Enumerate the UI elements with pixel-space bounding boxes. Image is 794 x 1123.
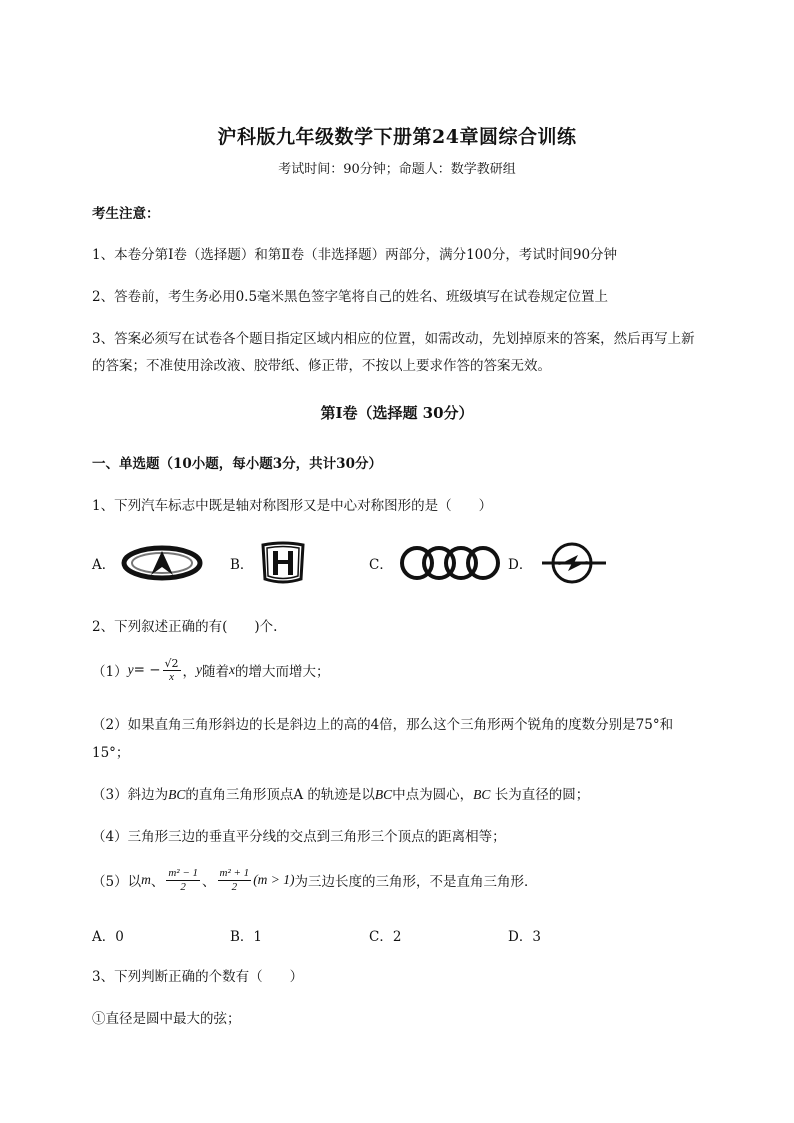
q1-option-b[interactable] bbox=[230, 540, 307, 586]
q3-item-1: ①直径是圆中最大的弦； bbox=[92, 1011, 241, 1027]
fraction bbox=[163, 657, 181, 684]
notice-item-2: 2、答卷前，考生务必用0.5毫米黑色签字笔将自己的姓名、班级填写在试卷规定位置上 bbox=[92, 289, 609, 305]
q1-option-d[interactable] bbox=[508, 540, 610, 586]
audi-logo-icon bbox=[399, 543, 503, 583]
text: 长为直径的圆； bbox=[490, 787, 590, 803]
text: 为三边长度的三角形，不是直角三角形． bbox=[294, 874, 538, 890]
page-subtitle: 考试时间：90分钟；命题人：数学教研组 bbox=[278, 162, 516, 177]
notice-heading: 考生注意： bbox=[92, 206, 160, 222]
segment-bc: BC bbox=[168, 787, 186, 802]
q2-option-c[interactable]: C．2 bbox=[369, 929, 402, 945]
statement-number: （1） bbox=[92, 664, 128, 680]
q2-option-b[interactable]: B．1 bbox=[230, 929, 263, 945]
fraction bbox=[218, 867, 252, 894]
numerator: m² − 1 bbox=[168, 866, 199, 879]
q2-stem: 2、下列叙述正确的有( )个. bbox=[92, 619, 278, 635]
denominator: x bbox=[169, 670, 174, 683]
option-label: D． bbox=[508, 557, 533, 573]
var-y: y bbox=[127, 662, 134, 677]
q3-stem: 3、下列判断正确的个数有（ ） bbox=[92, 969, 304, 985]
numerator: m² + 1 bbox=[219, 866, 250, 879]
q2-statement-1 bbox=[92, 652, 330, 688]
denominator: 2 bbox=[180, 880, 186, 893]
q2-option-a[interactable]: A．0 bbox=[92, 929, 124, 945]
section-title: 一、单选题（10小题，每小题3分，共计30分） bbox=[92, 456, 382, 472]
q1-option-a[interactable] bbox=[92, 540, 203, 586]
q2-statement-3 bbox=[92, 783, 589, 803]
var-y: y bbox=[196, 662, 203, 677]
denominator: 2 bbox=[231, 880, 238, 893]
q1-option-c[interactable] bbox=[369, 540, 503, 586]
q2-option-d[interactable]: D．3 bbox=[508, 929, 541, 945]
option-label: A． bbox=[92, 557, 116, 573]
text: （3）斜边为 bbox=[92, 787, 169, 803]
infiniti-logo-icon bbox=[121, 543, 203, 583]
option-label: C． bbox=[369, 557, 393, 573]
var-x: x bbox=[229, 662, 236, 677]
option-label: B． bbox=[230, 557, 254, 573]
text: （5）以 bbox=[92, 874, 142, 890]
separator: 、 bbox=[150, 874, 165, 890]
numerator: √2 bbox=[164, 656, 179, 670]
q2-statement-2: （2）如果直角三角形斜边的长是斜边上的高的4倍，那么这个三角形两个锐角的度数分别是75°和 bbox=[92, 717, 674, 733]
separator: 、 bbox=[202, 874, 216, 890]
q1-options bbox=[92, 540, 712, 586]
notice-item-3-cont: 的答案；不准使用涂改液、胶带纸、修正带，不按以上要求作答的答案无效。 bbox=[92, 358, 551, 374]
text: 的直角三角形顶点A 的轨迹是以 bbox=[185, 787, 375, 803]
notice-item-3: 3、答案必须写在试卷各个题目指定区域内相应的位置，如需改动，先划掉原来的答案，然后再写上新 bbox=[92, 331, 695, 347]
segment-bc: BC bbox=[374, 787, 393, 802]
part1-title: 第Ⅰ卷（选择题 30分） bbox=[320, 404, 474, 422]
separator: ， bbox=[182, 664, 197, 680]
text: 的增大而增大； bbox=[235, 664, 330, 680]
var-m: m bbox=[141, 872, 151, 887]
honda-logo-icon bbox=[259, 541, 307, 585]
q1-stem: 1、下列汽车标志中既是轴对称图形又是中心对称图形的是（ ） bbox=[92, 498, 493, 514]
notice-item-1: 1、本卷分第Ⅰ卷（选择题）和第Ⅱ卷（非选择题）两部分，满分100分，考试时间90分钟 bbox=[92, 247, 618, 263]
fraction bbox=[166, 867, 200, 894]
q2-statement-2-cont: 15°； bbox=[92, 745, 130, 761]
condition: (m > 1) bbox=[253, 872, 295, 887]
equals-sign: = − bbox=[133, 662, 161, 678]
page-title: 沪科版九年级数学下册第24章圆综合训练 bbox=[217, 126, 577, 148]
text: 随着 bbox=[202, 664, 230, 680]
q2-statement-4: （4）三角形三边的垂直平分线的交点到三角形三个顶点的距离相等； bbox=[92, 829, 506, 845]
segment-bc: BC bbox=[473, 787, 491, 802]
opel-logo-icon bbox=[538, 541, 610, 585]
text: 中点为圆心， bbox=[392, 787, 474, 803]
q2-statement-5 bbox=[92, 862, 538, 898]
